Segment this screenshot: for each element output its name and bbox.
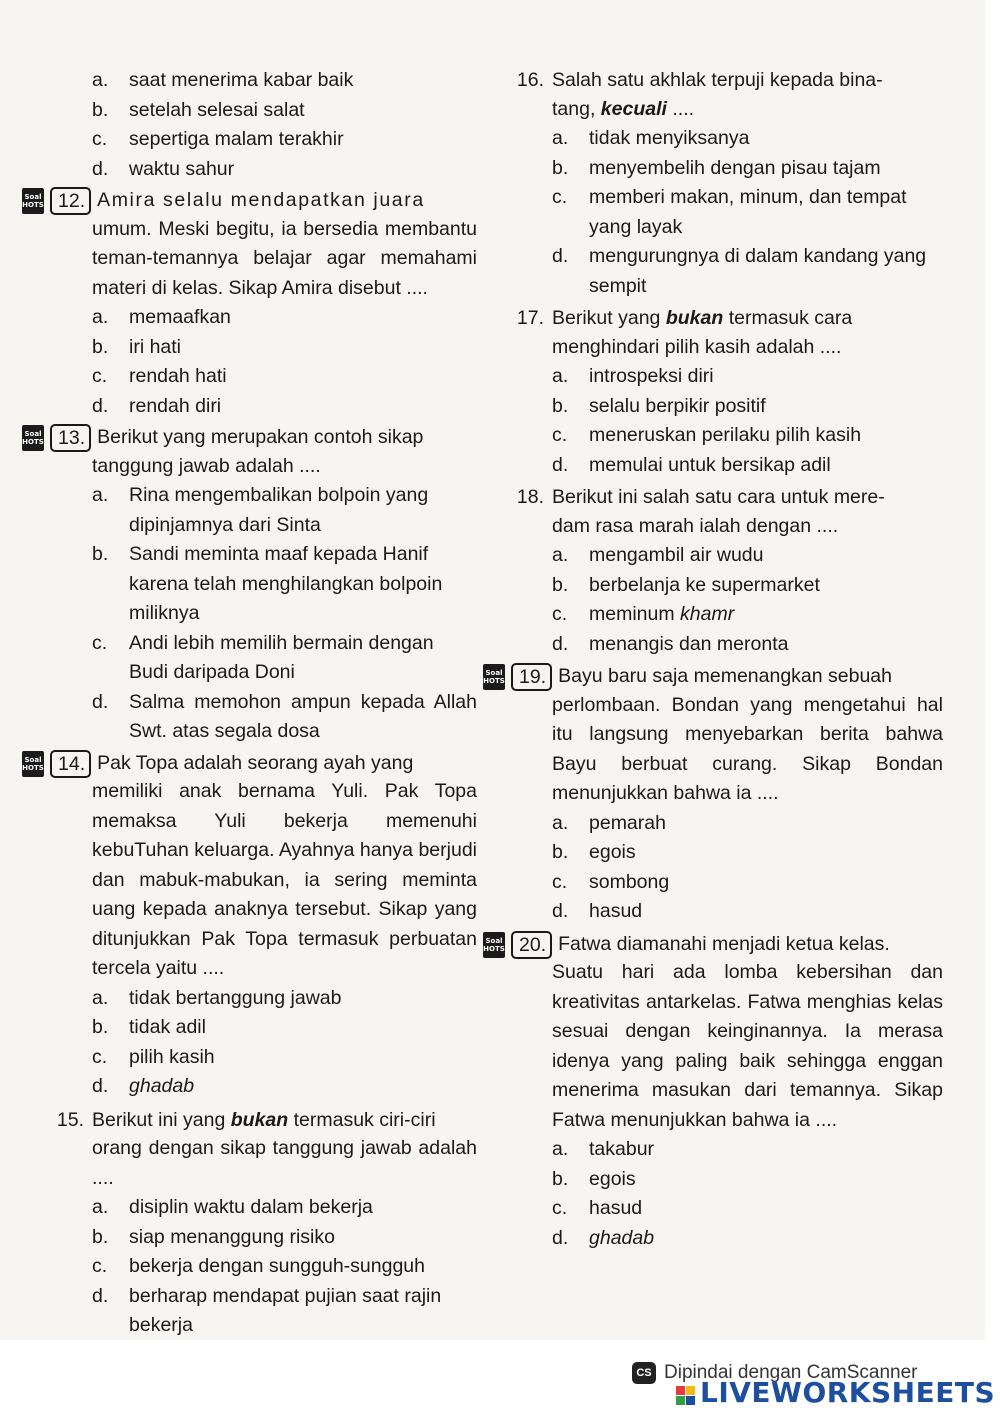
option-item: a. tidak bertanggung jawab — [92, 986, 342, 1009]
option-item: d. mengurungnya di dalam kandang yang sempit — [552, 245, 927, 297]
option-item: a. memaafkan — [92, 306, 231, 328]
option-item: d. ghadab — [552, 1226, 655, 1249]
option-item: a. Rina mengembalikan bolpoin yang dipinjamnya dari Sinta — [92, 484, 429, 536]
question-stem-continued: dam rasa marah ialah dengan .... — [552, 514, 839, 537]
option-item: b. selalu berpikir positif — [552, 394, 766, 417]
options — [92, 1193, 477, 1341]
liveworksheets-logo[interactable] — [676, 1376, 995, 1409]
question-stem-continued: tang, kecuali .... — [552, 97, 695, 120]
option-item: b. siap menanggung risiko — [92, 1225, 335, 1248]
question-stem-continued: memiliki anak bernama Yuli. Pak Topa memaksa Yuli bekerja memenuhi kebuTuhan keluarga. Ayahnya hanya berjudi dan mabuk-mabukan, ia sering meminta uang kepada anaknya tersebut. Sikap yang ditunjukkan Pak Topa termasuk perbuatan tercela yaitu .... — [92, 780, 477, 979]
question-stem: Berikut ini salah satu cara untuk mere- — [552, 486, 885, 508]
question-stem: Salah satu akhlak terpuji kepada bina- — [552, 69, 883, 91]
question-number: 18. — [516, 486, 544, 508]
option-item: d. memulai untuk bersikap adil — [552, 453, 831, 476]
option-item: d. hasud — [552, 900, 643, 922]
hots-badge-icon: Soal HOTS — [22, 751, 44, 777]
options — [92, 481, 477, 747]
option-item: a. introspeksi diri — [552, 365, 714, 387]
option-item: a. tidak menyiksanya — [552, 127, 750, 149]
options — [552, 541, 943, 659]
camscanner-text: Dipindai dengan CamScanner — [664, 1362, 918, 1383]
option-item: b. setelah selesai salat — [92, 98, 305, 121]
question-stem-continued: umum. Meski begitu, ia bersedia membantu teman-temannya belajar agar memahami materi di kelas. Sikap Amira disebut .... — [92, 217, 477, 299]
option-item: c. memberi makan, minum, dan tempat yang layak — [552, 186, 907, 238]
question-14 — [22, 749, 477, 1102]
option-item: d. berharap mendapat pujian saat rajin bekerja — [92, 1284, 442, 1336]
question-19 — [483, 662, 943, 927]
option-item: d. Salma memohon ampun kepada Allah Swt. atas segala dosa — [92, 690, 477, 742]
question-13 — [22, 423, 477, 747]
option-item: b. menyembelih dengan pisau tajam — [552, 156, 881, 179]
question-stem: Amira selalu mendapatkan juara — [97, 189, 425, 211]
hots-badge-icon: Soal HOTS — [22, 188, 44, 214]
option-item: b. tidak adil — [92, 1016, 206, 1038]
question-number: 15. — [56, 1108, 84, 1131]
options — [552, 362, 943, 480]
option-item: c. Andi lebih memilih bermain dengan Budi daripada Doni — [92, 631, 434, 683]
question-stem: Berikut yang bukan termasuk cara — [552, 307, 853, 329]
option-item: a. pemarah — [552, 811, 666, 834]
options — [92, 303, 477, 421]
option-item: b. Sandi meminta maaf kepada Hanif karena telah menghilangkan bolpoin miliknya — [92, 543, 443, 624]
option-item: c. meminum khamr — [552, 603, 735, 625]
question-number: 12. — [50, 187, 91, 215]
right-column — [483, 66, 943, 1253]
question-number: 20. — [511, 931, 552, 959]
question-stem: Berikut ini yang bukan termasuk ciri-ciri — [92, 1108, 436, 1131]
question-stem: Pak Topa adalah seorang ayah yang — [97, 751, 414, 774]
options — [92, 984, 477, 1102]
option-item: b. egois — [552, 841, 636, 863]
options — [552, 809, 943, 927]
question-stem: Fatwa diamanahi menjadi ketua kelas. — [558, 932, 890, 955]
option-item: c. sepertiga malam terakhir — [92, 128, 344, 150]
liveworksheets-icon — [676, 1382, 698, 1404]
option-item: a. takabur — [552, 1138, 655, 1160]
liveworksheets-text: LIVEWORKSHEETS — [700, 1376, 996, 1409]
question-stem-continued: perlombaan. Bondan yang mengetahui hal itu langsung menyebarkan berita bahwa Bayu berbuat curang. Sikap Bondan menunjukkan bahwa ia .... — [552, 693, 943, 804]
option-item: c. bekerja dengan sungguh-sungguh — [92, 1255, 425, 1277]
option-item: c. sombong — [552, 870, 670, 893]
question-number: 17. — [516, 307, 544, 329]
question-12 — [22, 186, 477, 421]
question-stem-continued: menghindari pilih kasih adalah .... — [552, 335, 842, 358]
question-stem: Berikut yang merupakan contoh sikap — [97, 426, 424, 448]
top-options — [92, 66, 477, 184]
left-column — [22, 66, 477, 1341]
option-item: c. rendah hati — [92, 365, 227, 387]
question-20 — [483, 930, 943, 1254]
option-item: b. egois — [552, 1167, 636, 1190]
question-stem: Bayu baru saja memenangkan sebuah — [558, 665, 892, 687]
option-item: b. iri hati — [92, 335, 182, 358]
question-number: 14. — [50, 750, 91, 778]
option-item: b. berbelanja ke supermarket — [552, 573, 820, 596]
hots-badge-icon: Soal HOTS — [22, 425, 44, 451]
option-item: c. meneruskan perilaku pilih kasih — [552, 424, 862, 446]
camscanner-icon: CS — [632, 1362, 656, 1384]
question-stem-continued: Suatu hari ada lomba kebersihan dan kreativitas antarkelas. Fatwa menghias kelas sesuai dengan keinginannya. Ia merasa idenya yang paling baik sehingga enggan menerima masukan dari temannya. Sikap Fatwa menunjukkan bahwa ia .... — [552, 961, 943, 1131]
question-15 — [22, 1106, 477, 1341]
option-item: a. saat menerima kabar baik — [92, 69, 354, 91]
question-18 — [483, 483, 943, 659]
option-item: c. hasud — [552, 1197, 643, 1219]
question-number: 19. — [511, 663, 552, 691]
option-item: a. disiplin waktu dalam bekerja — [92, 1196, 373, 1218]
option-item: d. waktu sahur — [92, 157, 235, 180]
question-number: 13. — [50, 424, 91, 452]
hots-badge-icon: Soal HOTS — [483, 664, 505, 690]
options — [552, 124, 943, 301]
option-item: d. rendah diri — [92, 394, 222, 417]
question-number: 16. — [516, 69, 544, 91]
question-stem-continued: orang dengan sikap tanggung jawab adalah .... — [92, 1137, 477, 1189]
option-item: a. mengambil air wudu — [552, 544, 764, 566]
option-item: d. menangis dan meronta — [552, 632, 789, 655]
question-17 — [483, 304, 943, 480]
option-item: d. ghadab — [92, 1075, 195, 1097]
hots-badge-icon: Soal HOTS — [483, 932, 505, 958]
options — [552, 1135, 943, 1253]
question-stem-continued: tanggung jawab adalah .... — [92, 454, 321, 477]
question-16 — [483, 66, 943, 301]
option-item: c. pilih kasih — [92, 1045, 215, 1068]
